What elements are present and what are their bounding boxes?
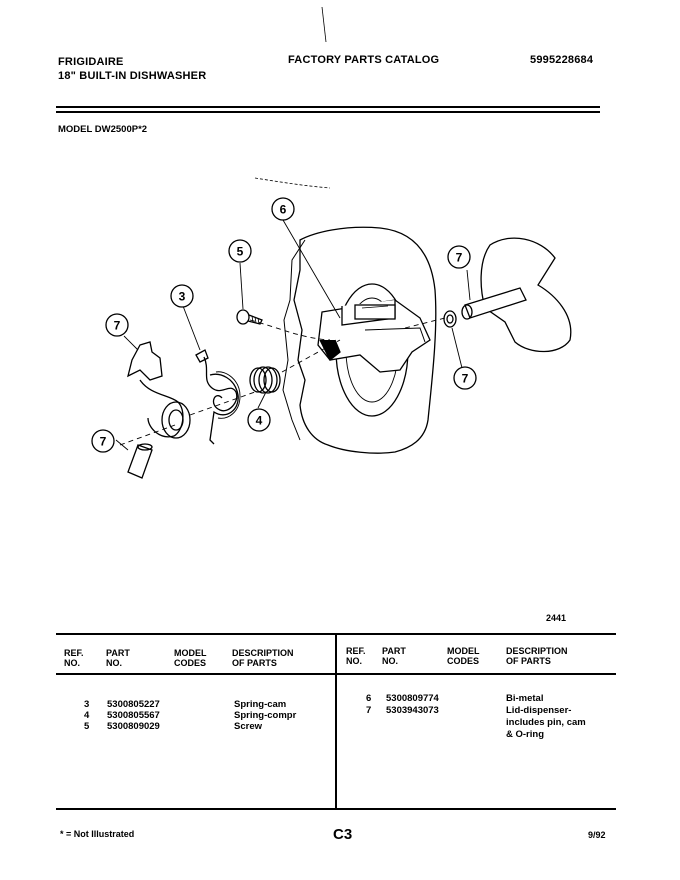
callout-4: 4	[255, 413, 263, 428]
catalog-title: FACTORY PARTS CATALOG	[288, 54, 440, 66]
figure-number: 2441	[546, 613, 567, 623]
catalog-number: 5995228684	[530, 54, 594, 66]
header-description: DESCRIPTION OF PARTS	[232, 648, 294, 668]
header-ref-no: REF. NO.	[64, 648, 84, 668]
callout-7-cam: 7	[113, 318, 121, 333]
callout-7-oring: 7	[461, 371, 469, 386]
callout-6: 6	[279, 202, 287, 217]
lid-dispenser	[481, 238, 571, 351]
header-description-right: DESCRIPTION OF PARTS	[506, 646, 568, 666]
table-divider	[335, 633, 337, 809]
footnote-not-illustrated: * = Not Illustrated	[60, 829, 135, 839]
callout-5: 5	[236, 244, 244, 259]
model-number: MODEL DW2500P*2	[58, 124, 148, 135]
header-part-no: PART NO.	[106, 648, 130, 668]
cam	[128, 342, 162, 380]
revision-date: 9/92	[588, 830, 606, 840]
table-bottom-rule	[56, 808, 616, 810]
page-number: C3	[333, 826, 353, 843]
product-name: 18" BUILT-IN DISHWASHER	[58, 70, 207, 82]
header-ref-no-right: REF. NO.	[346, 646, 366, 666]
callout-7-lid: 7	[455, 250, 463, 265]
header-model-codes: MODEL CODES	[174, 648, 207, 668]
header-part-no-right: PART NO.	[382, 646, 406, 666]
brand: FRIGIDAIRE	[58, 56, 124, 68]
callout-7-pin: 7	[99, 434, 107, 449]
callout-3: 3	[178, 289, 186, 304]
header-model-codes-right: MODEL CODES	[447, 646, 480, 666]
